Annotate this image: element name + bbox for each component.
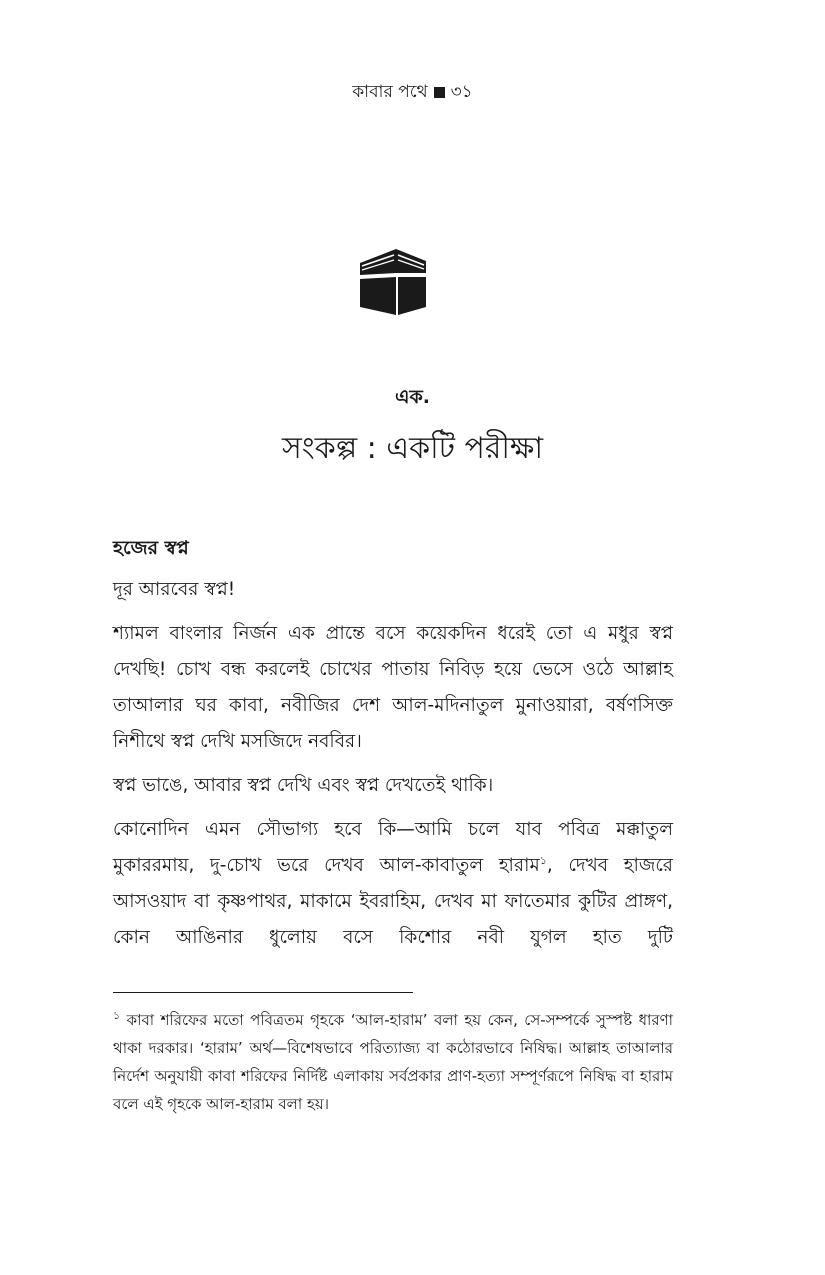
- section-heading: হজের স্বপ্ন: [113, 537, 189, 559]
- footnote-mark: ১: [113, 1009, 121, 1022]
- footnote-divider: [113, 992, 413, 993]
- chapter-number: এক.: [395, 386, 430, 408]
- paragraph-text: , দেখব হাজরে আসওয়াদ বা কৃষ্ণপাথর, মাকামে ইবরাহিম, দেখব মা ফাতেমার কুটির প্রাঙ্গণ, কোন আঙিনার ধুলোয় বসে কিশোর নবী যুগল হাত দুটি: [113, 855, 673, 948]
- footnote-reference[interactable]: ১: [539, 853, 547, 867]
- running-title: কাবার পথে: [352, 82, 428, 102]
- paragraph: দূর আরবের স্বপ্ন!: [113, 579, 236, 600]
- paragraph-text: কোনোদিন এমন সৌভাগ্য হবে কি—আমি চলে যাব পবিত্র মক্কাতুল মুকাররমায়, দু-চোখ ভরে দেখব আল-কাবাতুল হারাম: [113, 819, 673, 876]
- square-separator-icon: [434, 87, 445, 98]
- paragraph: [113, 812, 673, 956]
- kaaba-icon: [358, 247, 428, 315]
- footnote-text: কাবা শরিফের মতো পবিত্রতম গৃহকে ‘আল-হারাম’ বলা হয় কেন, সে-সম্পর্কে সুস্পষ্ট ধারণা থাকা দরকার। ‘হারাম’ অর্থ—বিশেষভাবে পরিত্যাজ্য বা কঠোরভাবে নিষিদ্ধ। আল্লাহ তাআলার নির্দেশ অনুযায়ী কাবা শরিফের নির্দিষ্ট এলাকায় সর্বপ্রকার প্রাণ-হত্যা সম্পূর্ণরূপে নিষিদ্ধ বা হারাম বলে এই গৃহকে আল-হারাম বলা হয়।: [113, 1011, 673, 1113]
- paragraph: স্বপ্ন ভাঙে, আবার স্বপ্ন দেখি এবং স্বপ্ন দেখতেই থাকি।: [113, 775, 494, 796]
- paragraph: শ্যামল বাংলার নির্জন এক প্রান্তে বসে কয়েকদিন ধরেই তো এ মধুর স্বপ্ন দেখছি! চোখ বন্ধ করলেই চোখের পাতায় নিবিড় হয়ে ভেসে ওঠে আল্লাহ তাআলার ঘর কাবা, নবীজির দেশ আল-মদিনাতুল মুনাওয়ারা, বর্ষণসিক্ত নিশীথে স্বপ্ন দেখি মসজিদে নববির।: [113, 623, 673, 752]
- running-header: [0, 80, 825, 104]
- chapter-title: সংকল্প : একটি পরীক্ষা: [281, 431, 544, 466]
- body-text: [113, 530, 673, 964]
- footnote: [113, 1006, 673, 1118]
- page-number: ৩১: [450, 82, 473, 102]
